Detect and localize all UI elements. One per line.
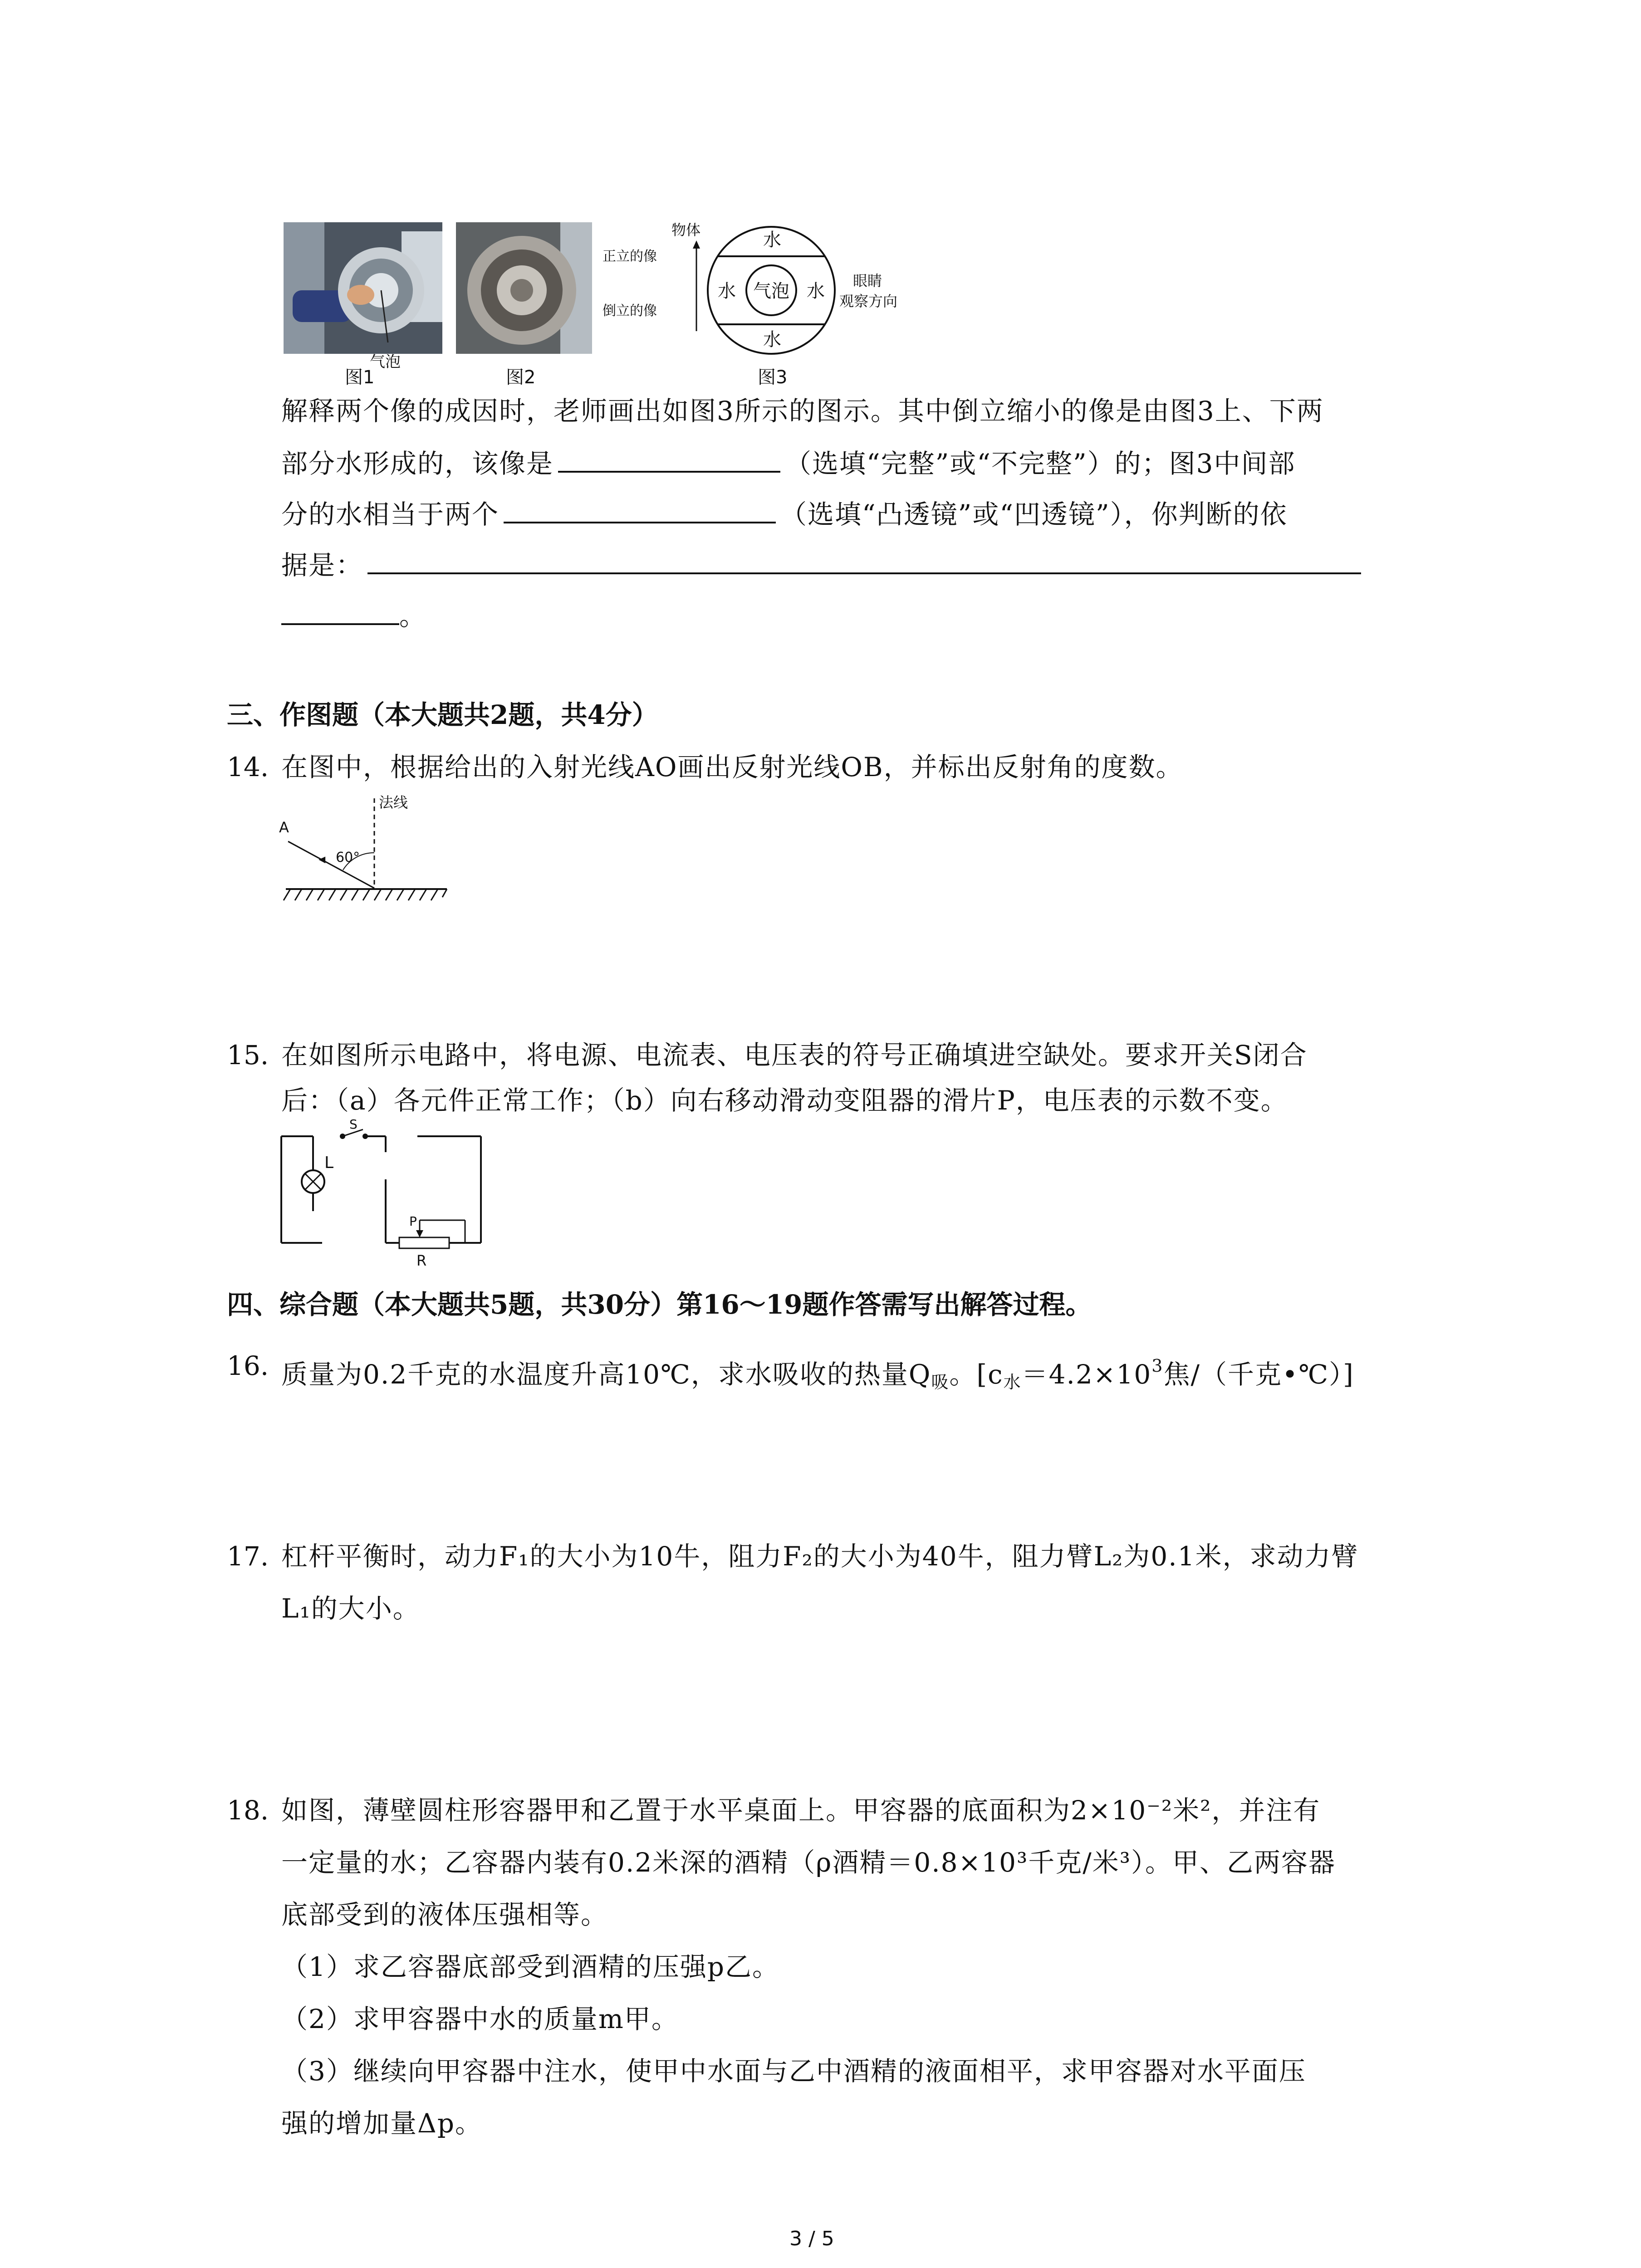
- figure-2-photo: [456, 222, 592, 354]
- page-number: 3 / 5: [789, 2227, 834, 2250]
- q14-text: 在图中，根据给出的入射光线AO画出反射光线OB，并标出反射角的度数。: [281, 752, 1183, 782]
- q13-line1: 解释两个像的成因时，老师画出如图3所示的图示。其中倒立缩小的像是由图3上、下两: [281, 396, 1324, 426]
- q15-P-label: P: [409, 1214, 417, 1229]
- q14-normal-label: 法线: [379, 794, 408, 811]
- q16-text: 质量为0.2千克的水温度升高10℃，求水吸收的热量$Q_吸$。[$c_水=4.2\times 10^3$焦/（千克•℃）]: [281, 1356, 1354, 1392]
- q16-number: 16.: [227, 1350, 269, 1381]
- fig3-bubble-label: 气泡: [753, 281, 789, 302]
- figure-3-caption: 图3: [758, 367, 788, 388]
- q14-number: 14.: [227, 752, 269, 782]
- q15-S-label: S: [349, 1117, 358, 1132]
- fig3-inverted-label: 倒立的像: [603, 303, 657, 319]
- q13-line5: 。: [281, 598, 426, 632]
- q13-blank-2[interactable]: [504, 496, 776, 523]
- q14-hatching: [284, 889, 447, 900]
- q18-number: 18.: [227, 1795, 269, 1826]
- fig3-eye-label: 眼睛: [853, 272, 882, 289]
- q18-line1: 如图，薄壁圆柱形容器甲和乙置于水平桌面上。甲容器的底面积为2×10⁻²米²，并注有: [281, 1795, 1321, 1826]
- figure-1-caption: 图1: [345, 367, 375, 388]
- q15-line2: 后：（a）各元件正常工作；（b）向右移动滑动变阻器的滑片P，电压表的示数不变。: [281, 1085, 1288, 1116]
- q15-R-label: R: [416, 1252, 427, 1269]
- fig3-water-left: 水: [718, 281, 736, 302]
- fig3-direction-label: 观察方向: [839, 293, 898, 310]
- q17-number: 17.: [227, 1541, 269, 1572]
- fig3-object-label: 物体: [671, 221, 701, 239]
- q13-blank-4[interactable]: [281, 598, 399, 625]
- q15-circuit-figure: [272, 1117, 490, 1270]
- q17-line1: 杠杆平衡时，动力F₁的大小为10牛，阻力F₂的大小为40牛，阻力臂L₂为0.1米，求动力臂: [281, 1541, 1359, 1572]
- q14-reflection-figure: [272, 789, 463, 907]
- figure-2-illustration: [456, 222, 592, 354]
- q17-line2: L₁的大小。: [281, 1593, 420, 1624]
- figure-1-bubble-label: 气泡: [370, 353, 401, 371]
- q13-blank-1[interactable]: [558, 445, 780, 473]
- q13-line4: 据是：: [281, 547, 1361, 582]
- q18-sub2: （2）求甲容器中水的质量m甲。: [281, 2004, 679, 2034]
- q15-line1: 在如图所示电路中，将电源、电流表、电压表的符号正确填进空缺处。要求开关S闭合: [281, 1040, 1308, 1070]
- q18-sub1: （1）求乙容器底部受到酒精的压强p乙。: [281, 1951, 780, 1982]
- q18-sub3b: 强的增加量Δp。: [281, 2108, 483, 2139]
- q18-line3: 底部受到的液体压强相等。: [281, 1899, 608, 1930]
- figure-1-photo: [284, 222, 442, 354]
- figure-3-diagram: [599, 218, 916, 386]
- q13-line3: 分的水相当于两个 （选填“凸透镜”或“凹透镜”），你判断的依: [281, 496, 1288, 531]
- section-4-title: 四、综合题（本大题共5题，共30分）第16～19题作答需写出解答过程。: [227, 1289, 1092, 1320]
- q14-angle-label: 60°: [336, 850, 360, 865]
- section-3-title: 三、作图题（本大题共2题，共4分）: [227, 699, 658, 730]
- q13-blank-3[interactable]: [367, 547, 1361, 574]
- figure-1-illustration: [284, 222, 442, 354]
- fig3-water-bottom: 水: [763, 329, 781, 350]
- q13-line2: 部分水形成的，该像是 （选填“完整”或“不完整”）的；图3中间部: [281, 445, 1296, 480]
- fig3-upright-label: 正立的像: [603, 249, 657, 264]
- figure-2-caption: 图2: [506, 367, 536, 388]
- q14-A-label: A: [279, 819, 289, 836]
- q18-line2: 一定量的水；乙容器内装有0.2米深的酒精（ρ酒精＝0.8×10³千克/米³）。甲、乙两容器: [281, 1847, 1336, 1878]
- q15-L-label: L: [324, 1154, 334, 1172]
- fig3-water-top: 水: [763, 230, 781, 250]
- fig3-water-right: 水: [807, 281, 825, 302]
- q18-sub3a: （3）继续向甲容器中注水，使甲中水面与乙中酒精的液面相平，求甲容器对水平面压: [281, 2056, 1306, 2087]
- q15-number: 15.: [227, 1040, 269, 1070]
